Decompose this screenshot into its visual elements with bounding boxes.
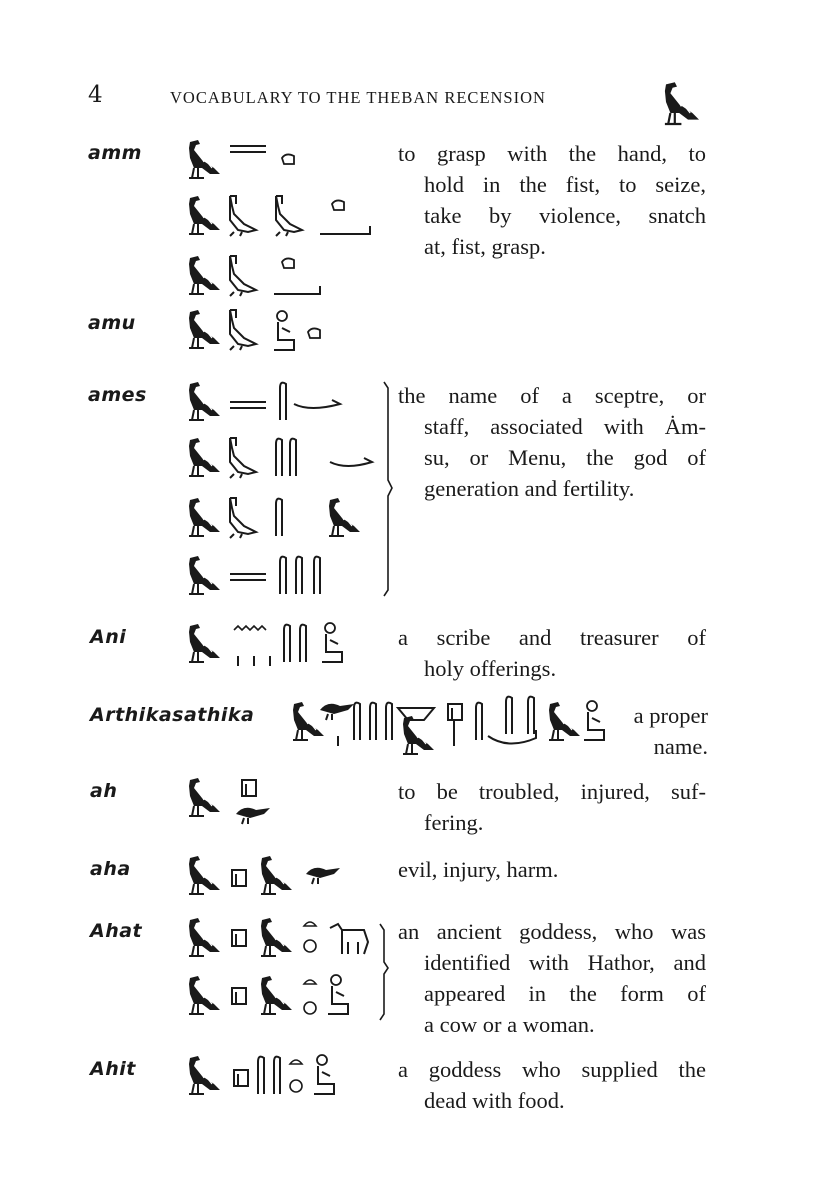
- definition-aha: [398, 854, 706, 885]
- entry-word-ah: ah: [90, 780, 118, 802]
- definition-line: the name of a sceptre, or: [398, 383, 706, 408]
- definition-line: su, or Menu, the god of: [424, 445, 706, 470]
- definition-line: a scribe and treasurer of: [398, 625, 706, 650]
- definition-line: to be troubled, injured, suf-: [398, 779, 706, 804]
- definition-line: at, fist, grasp.: [424, 234, 546, 259]
- definition-ahit: [398, 1054, 706, 1116]
- definition-ahat: [398, 916, 706, 1040]
- entry-word-ahat: Ahat: [90, 920, 143, 942]
- definition-line: evil, injury, harm.: [398, 857, 559, 882]
- entry-word-ames: ames: [88, 384, 147, 406]
- hieroglyph-group-arthikasathika: [284, 700, 614, 756]
- definition-ani: [398, 622, 706, 684]
- definition-line: to grasp with the hand, to: [398, 141, 706, 166]
- page-number: 4: [88, 82, 103, 108]
- definition-line: dead with food.: [424, 1088, 565, 1113]
- entry-word-amm: amm: [88, 142, 142, 164]
- definition-line: appeared in the form of: [424, 981, 706, 1006]
- hieroglyph-group-aha: [180, 854, 360, 906]
- hieroglyph-group-ahit: [180, 1054, 350, 1106]
- entry-word-aha: aha: [90, 858, 131, 880]
- definition-ah: [398, 776, 706, 838]
- entry-word-ani: Ani: [90, 626, 127, 648]
- definition-line: identified with Hathor, and: [424, 950, 706, 975]
- brace-ahat: [378, 922, 392, 1022]
- entry-word-ahit: Ahit: [90, 1058, 136, 1080]
- definition-line: fering.: [424, 810, 484, 835]
- hieroglyph-group-amu: [180, 308, 340, 360]
- brace-ames: [380, 380, 394, 598]
- vulture-hieroglyph-icon: [655, 80, 701, 130]
- running-title: VOCABULARY TO THE THEBAN RECENSION: [170, 88, 546, 107]
- hieroglyph-group-ani: [180, 622, 360, 674]
- definition-line: a proper: [633, 703, 708, 728]
- definition-amm: [398, 138, 706, 262]
- definition-line: holy offerings.: [424, 656, 557, 681]
- definition-arthikasathika: [618, 700, 708, 762]
- hieroglyph-group-ahat: [180, 916, 380, 1026]
- definition-line: generation and fertility.: [424, 476, 635, 501]
- definition-ames: [398, 380, 706, 504]
- entry-word-arthikasathika: Arthikasathika: [90, 704, 255, 726]
- definition-line: hold in the fist, to seize,: [424, 172, 706, 197]
- definition-line: a goddess who supplied the: [398, 1057, 706, 1082]
- definition-line: take by violence, snatch: [424, 203, 706, 228]
- hieroglyph-group-ames: [180, 380, 380, 600]
- definition-line: a cow or a woman.: [424, 1012, 595, 1037]
- definition-line: name.: [653, 734, 708, 759]
- definition-line: staff, associated with Ȧm-: [424, 414, 706, 439]
- definition-line: an ancient goddess, who was: [398, 919, 706, 944]
- entry-word-amu: amu: [88, 312, 136, 334]
- hieroglyph-group-amm: [180, 138, 380, 298]
- hieroglyph-group-ah: [180, 776, 290, 832]
